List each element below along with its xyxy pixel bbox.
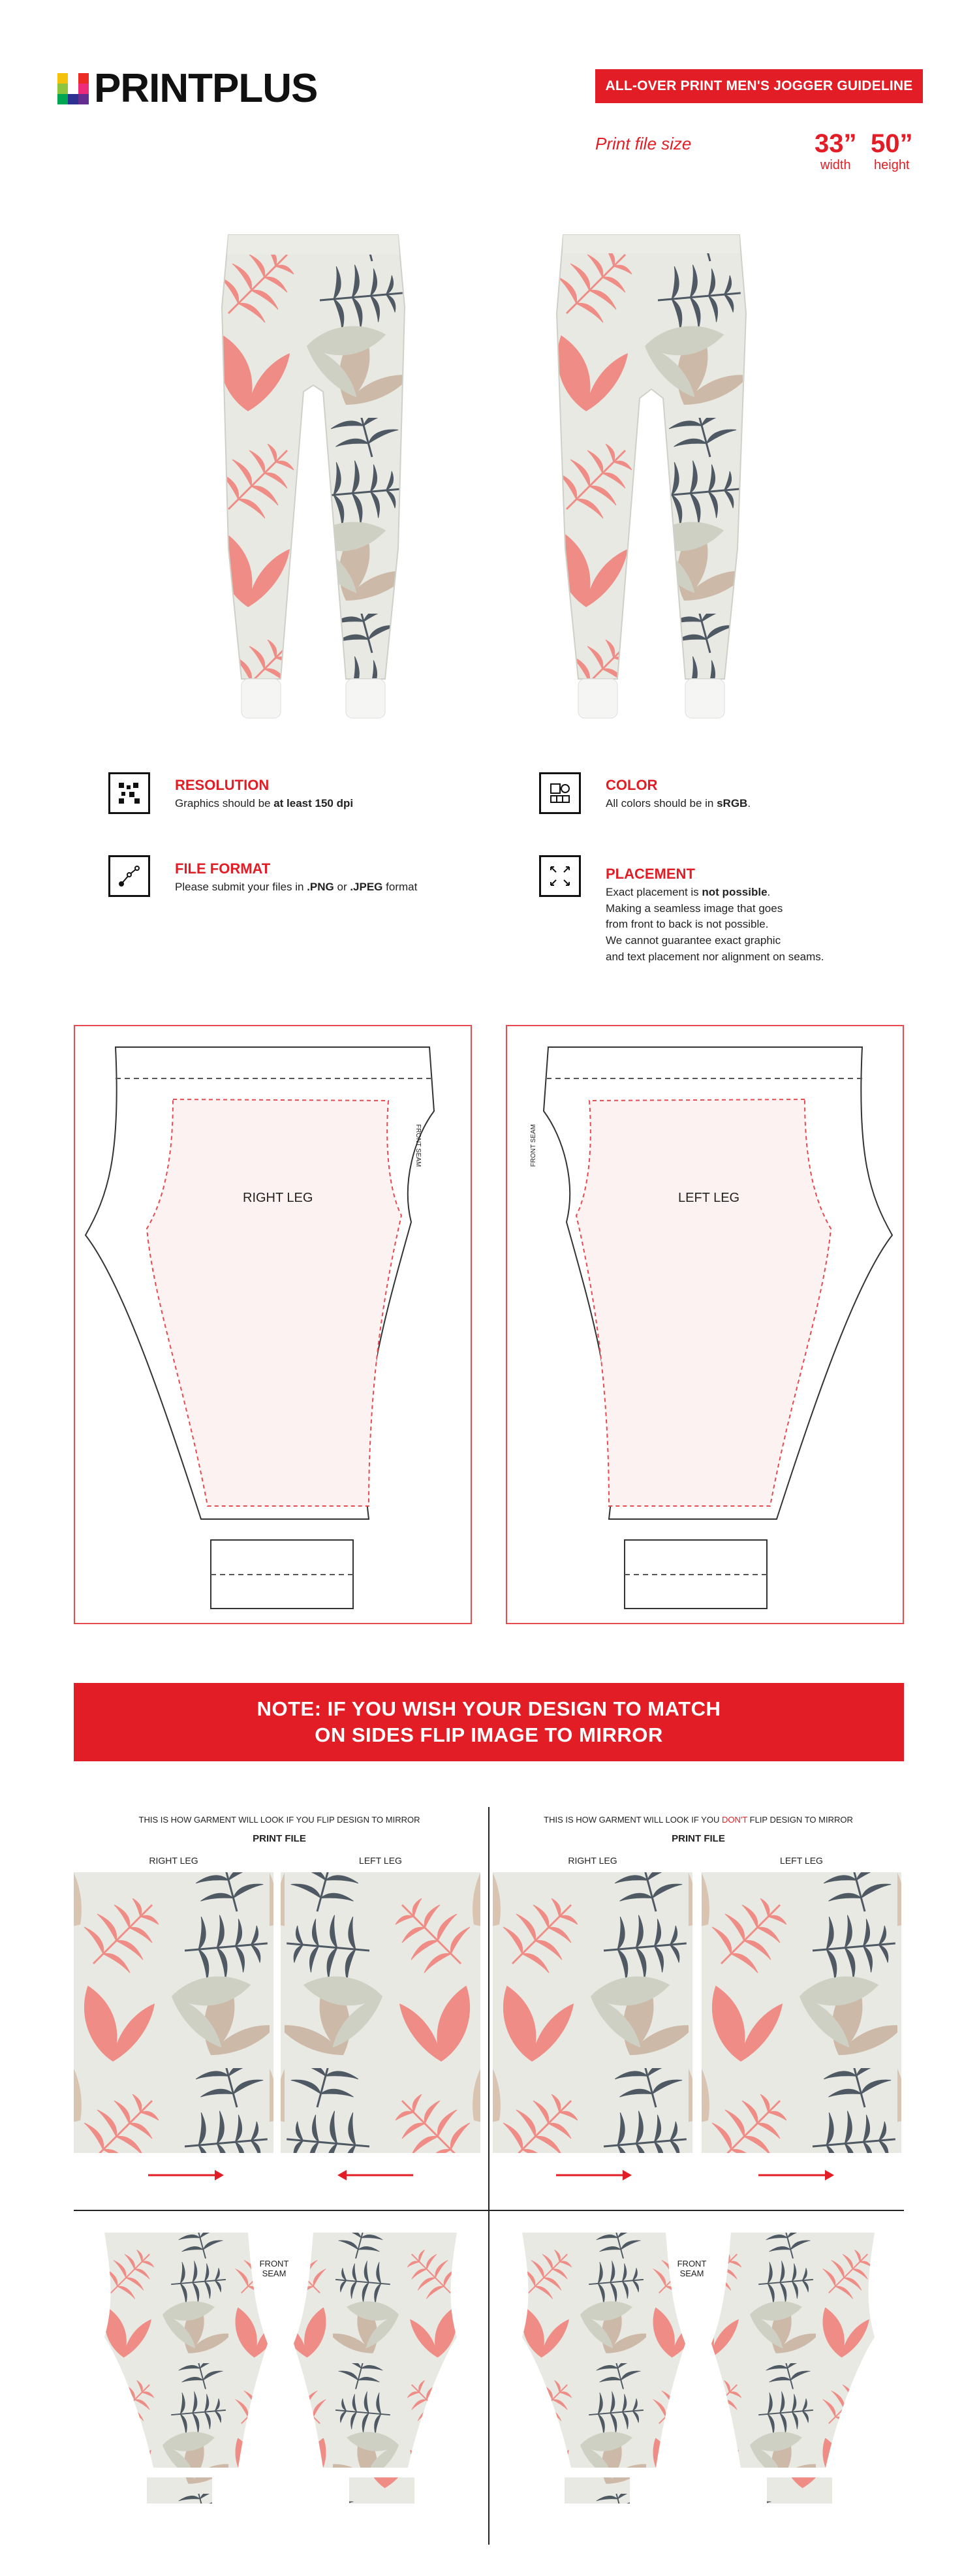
no-mirror-caption: THIS IS HOW GARMENT WILL LOOK IF YOU DON'T FLIP DESIGN TO MIRROR [544, 1815, 853, 1825]
color-text: All colors should be in sRGB. [606, 797, 751, 809]
logo-mark-icon [57, 73, 89, 104]
print-file-left-leg-unmirrored [702, 1872, 901, 2153]
print-file-size-label: Print file size [595, 134, 692, 153]
right-leg-label: RIGHT LEG [243, 1191, 313, 1205]
jogger-front-image [209, 222, 418, 731]
height-dimension [871, 131, 913, 173]
mirror-note-banner [74, 1683, 904, 1761]
vertical-divider [488, 1807, 489, 2545]
compare-left-leg-label-a: LEFT LEG [359, 1855, 402, 1866]
horizontal-divider [74, 2210, 904, 2211]
print-file-left-leg-mirrored [281, 1872, 480, 2153]
placement-text [606, 885, 824, 965]
file-format-text: Please submit your files in .PNG or .JPEG format [175, 881, 418, 893]
placement-line-5: and text placement nor alignment on seams. [606, 950, 824, 963]
resolution-title: RESOLUTION [175, 777, 270, 793]
print-file-label-left: PRINT FILE [253, 1833, 306, 1844]
placement-icon [539, 855, 581, 897]
placement-line-2: Making a seamless image that goes [606, 902, 783, 915]
resolution-icon [108, 772, 150, 814]
placement-line-1: Exact placement is not possible. [606, 886, 771, 898]
resolution-text: Graphics should be at least 150 dpi [175, 797, 354, 809]
color-palette-icon [539, 772, 581, 814]
width-label: width [820, 158, 851, 172]
file-format-icon [108, 855, 150, 897]
width-value: 33” [815, 129, 857, 158]
left-leg-pattern-outline [507, 1026, 903, 1623]
placement-line-3: from front to back is not possible. [606, 918, 769, 931]
arrow-right-icon [555, 2167, 633, 2183]
jogger-back-image [547, 222, 756, 731]
left-leg-template-panel [506, 1025, 904, 1624]
note-line-1: NOTE: IF YOU WISH YOUR DESIGN TO MATCH [256, 1697, 721, 1720]
logo-text: PRINTPLUS [94, 66, 318, 111]
print-file-right-leg-unmirrored [493, 1872, 692, 2153]
front-seam-label-right: FRONT SEAM [677, 2259, 707, 2278]
left-leg-front-seam-label: FRONT SEAM [530, 1124, 537, 1167]
color-title: COLOR [606, 777, 658, 793]
guideline-title-banner: ALL-OVER PRINT MEN'S JOGGER GUIDELINE [595, 69, 923, 103]
arrow-right-icon [147, 2167, 225, 2183]
left-leg-label: LEFT LEG [678, 1191, 740, 1205]
file-format-title: FILE FORMAT [175, 860, 271, 877]
height-label: height [874, 158, 910, 172]
compare-right-leg-label-b: RIGHT LEG [568, 1855, 617, 1866]
placement-line-4: We cannot guarantee exact graphic [606, 934, 781, 947]
brand-logo[interactable] [57, 66, 318, 111]
compare-left-leg-label-b: LEFT LEG [780, 1855, 823, 1866]
mirror-caption: THIS IS HOW GARMENT WILL LOOK IF YOU FLIP DESIGN TO MIRROR [138, 1815, 420, 1825]
arrow-left-icon [336, 2167, 414, 2183]
right-leg-template-panel [74, 1025, 472, 1624]
print-file-label-right: PRINT FILE [672, 1833, 725, 1844]
arrow-right-icon [757, 2167, 835, 2183]
compare-right-leg-label-a: RIGHT LEG [149, 1855, 198, 1866]
front-seam-label-left: FRONT SEAM [259, 2259, 289, 2278]
right-leg-front-seam-label: FRONT SEAM [414, 1124, 422, 1167]
height-value: 50” [871, 129, 913, 158]
width-dimension [815, 131, 857, 173]
placement-title: PLACEMENT [606, 866, 695, 882]
print-file-right-leg-mirrored [74, 1872, 273, 2153]
right-leg-pattern-outline [75, 1026, 471, 1623]
note-line-2: ON SIDES FLIP IMAGE TO MIRROR [315, 1723, 663, 1746]
